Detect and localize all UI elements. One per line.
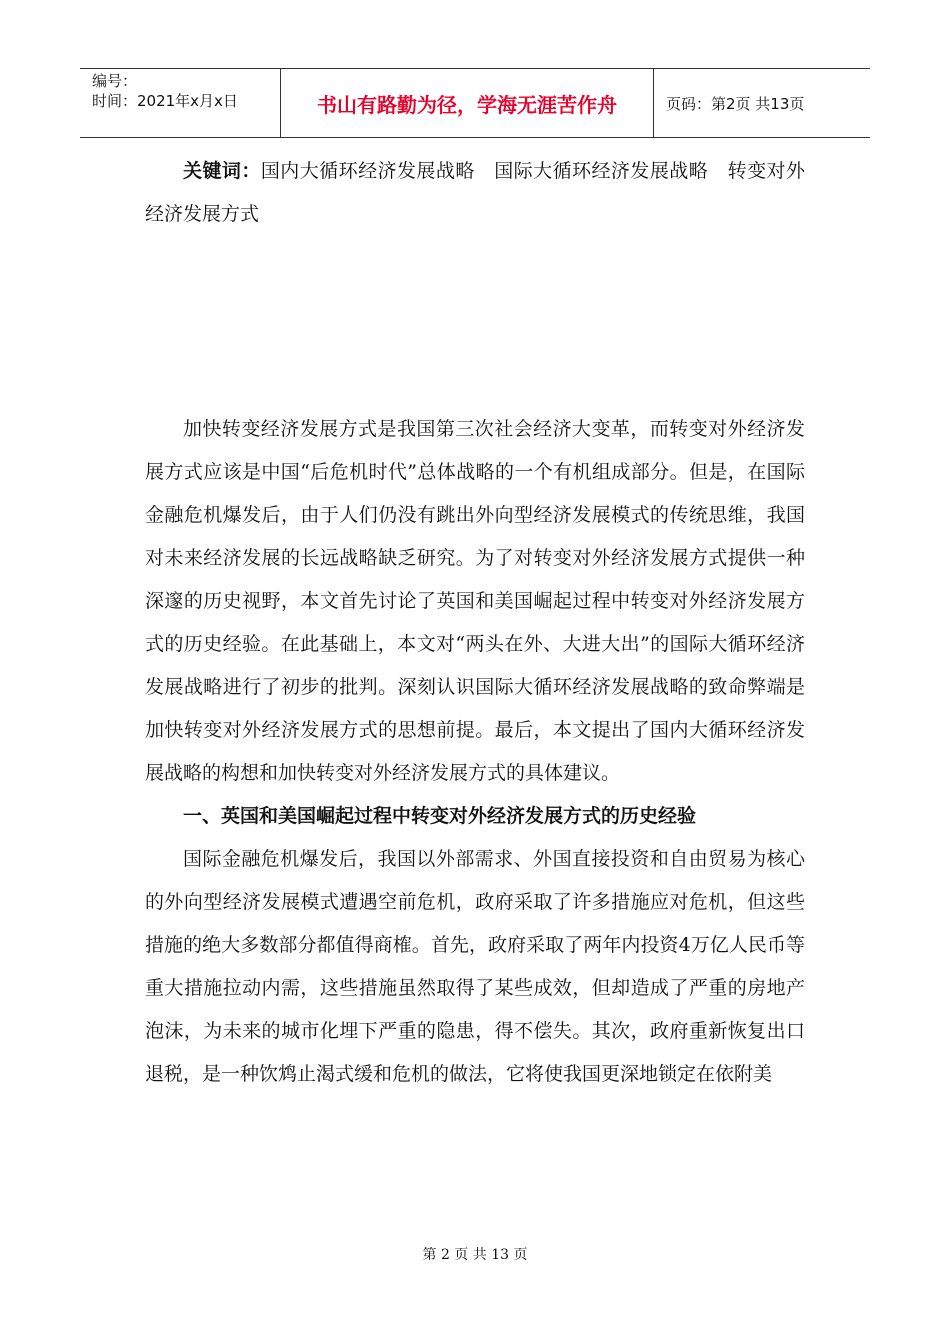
number-label: 编号： — [92, 72, 138, 90]
page-footer: 第 2 页 共 13 页 — [422, 1247, 528, 1263]
section-title: 一、英国和美国崛起过程中转变对外经济发展方式的历史经验 — [183, 805, 697, 827]
document-body — [145, 150, 805, 1096]
intro-paragraph: 加快转变经济发展方式是我国第三次社会经济大变革，而转变对外经济发展方式应该是中国“后危机时代”总体战略的一个有机组成部分。但是，在国际金融危机爆发后，由于人们仍没有跳出外向型经济发展模式的传统思维，我国对未来经济发展的长远战略缺乏研究。为了对转变对外经济发展方式提供一种深邃的历史视野，本文首先讨论了英国和美国崛起过程中转变对外经济发展方式的历史经验。在此基础上，本文对“两头在外、大进大出”的国际大循环经济发展战略进行了初步的批判。深刻认识国际大循环经济发展战略的致命弊端是加快转变对外经济发展方式的思想前提。最后，本文提出了国内大循环经济发展战略的构想和加快转变对外经济发展方式的具体建议。 — [145, 418, 805, 784]
keywords-line — [145, 150, 805, 236]
section-paragraph: 国际金融危机爆发后，我国以外部需求、外国直接投资和自由贸易为核心的外向型经济发展模式遭遇空前危机，政府采取了许多措施应对危机，但这些措施的绝大多数部分都值得商榷。首先，政府采取了两年内投资4万亿人民币等重大措施拉动内需，这些措施虽然取得了某些成效，但却造成了严重的房地产泡沫，为未来的城市化埋下严重的隐患，得不偿失。其次，政府重新恢复出口退税，是一种饮鸩止渴式缓和危机的做法，它将使我国更深地锁定在依附美 — [145, 848, 805, 1085]
page-header — [80, 68, 870, 138]
keywords-text: 国内大循环经济发展战略 国际大循环经济发展战略 转变对外经济发展方式 — [145, 160, 805, 225]
header-page-info: 页码：第2页 共13页 — [666, 94, 805, 113]
spacer — [145, 236, 805, 408]
keywords-label: 关键词： — [183, 160, 261, 182]
header-motto: 书山有路勤为径，学海无涯苦作舟 — [280, 69, 654, 137]
time-label: 时间：2021年x月x日 — [92, 92, 238, 110]
header-meta — [80, 69, 280, 137]
